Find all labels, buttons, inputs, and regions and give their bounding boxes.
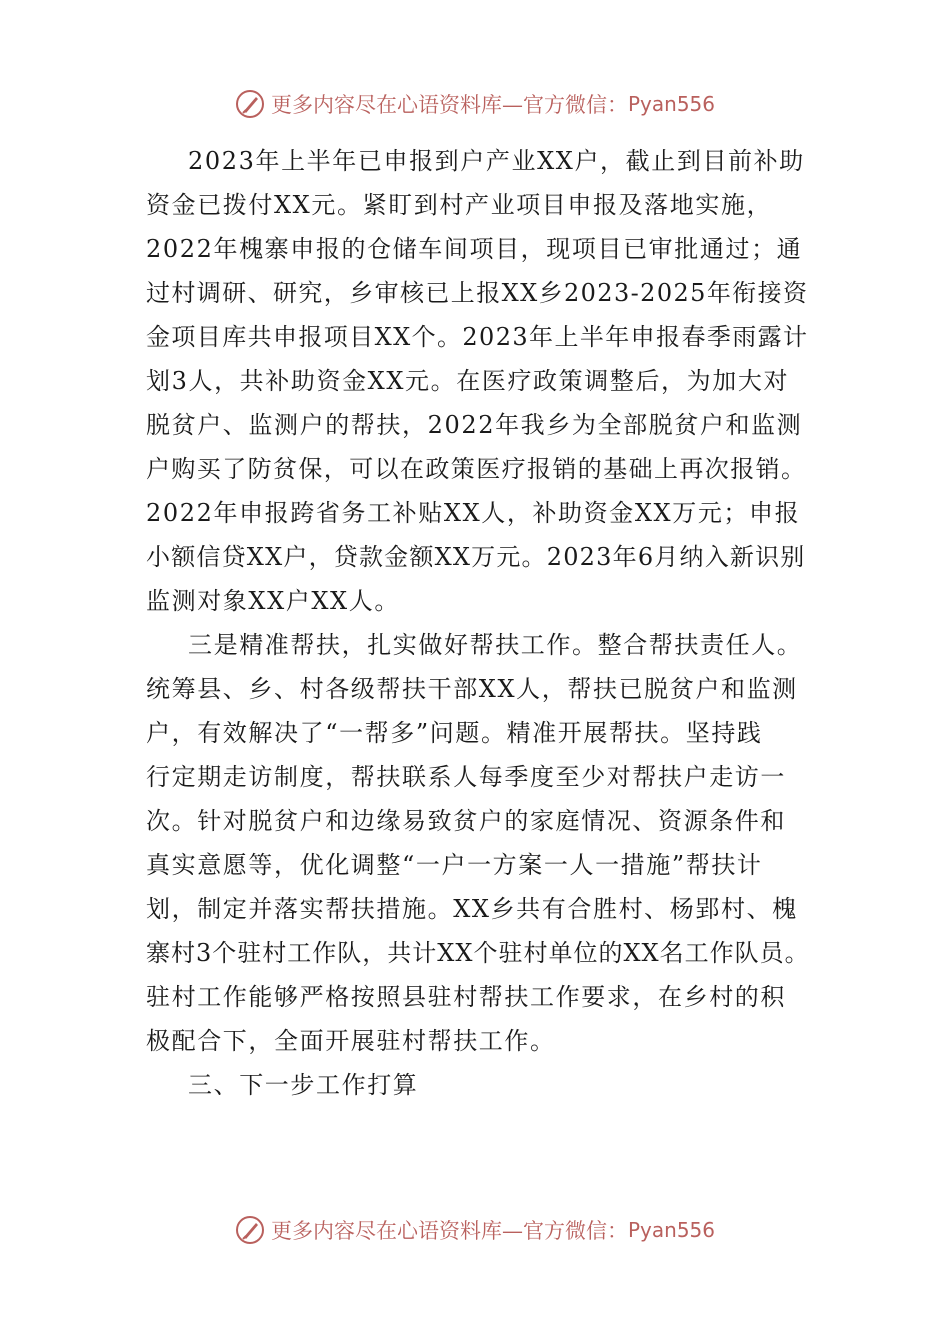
quill-pen-logo-icon <box>235 1215 265 1245</box>
text-line: 划，制定并落实帮扶措施。XX乡共有合胜村、杨郢村、槐 <box>146 895 798 923</box>
text-line: 2022年申报跨省务工补贴XX人，补助资金XX万元；申报 <box>146 499 801 527</box>
quill-pen-logo-icon <box>235 89 265 119</box>
banner-wechat-id: Pyan556 <box>627 92 715 116</box>
text-line: 行定期走访制度，帮扶联系人每季度至少对帮扶户走访一 <box>146 763 786 791</box>
text-line: 真实意愿等，优化调整“一户一方案一人一措施”帮扶计 <box>146 851 763 879</box>
text-line: 资金已拨付XX元。紧盯到村产业项目申报及落地实施， <box>146 191 773 219</box>
text-line: 小额信贷XX户，贷款金额XX万元。2023年6月纳入新识别 <box>146 543 806 571</box>
text-line: 极配合下，全面开展驻村帮扶工作。 <box>146 1027 556 1055</box>
text-line: 过村调研、研究，乡审核已上报XX乡2023-2025年衔接资 <box>146 279 809 307</box>
section-heading: 三、下一步工作打算 <box>188 1071 419 1099</box>
text-line: 三是精准帮扶，扎实做好帮扶工作。整合帮扶责任人。 <box>188 631 803 659</box>
banner-text: 更多内容尽在心语资料库—官方微信： <box>270 1219 628 1243</box>
footer-watermark-banner <box>0 1212 950 1248</box>
text-line: 脱贫户、监测户的帮扶，2022年我乡为全部脱贫户和监测 <box>146 411 803 439</box>
text-line: 驻村工作能够严格按照县驻村帮扶工作要求，在乡村的积 <box>146 983 786 1011</box>
header-watermark-banner <box>0 86 950 122</box>
text-line: 户购买了防贫保，可以在政策医疗报销的基础上再次报销。 <box>146 455 807 483</box>
banner-wechat-id: Pyan556 <box>627 1218 715 1242</box>
text-line: 金项目库共申报项目XX个。2023年上半年申报春季雨露计 <box>146 323 809 351</box>
text-line: 户，有效解决了“一帮多”问题。精准开展帮扶。坚持践 <box>146 719 763 747</box>
text-line: 2022年槐寨申报的仓储车间项目，现项目已审批通过；通 <box>146 235 803 263</box>
text-line: 寨村3个驻村工作队，共计XX个驻村单位的XX名工作队员。 <box>146 939 810 967</box>
text-line: 划3人，共补助资金XX元。在医疗政策调整后，为加大对 <box>146 367 790 395</box>
banner-text: 更多内容尽在心语资料库—官方微信： <box>270 93 628 117</box>
text-line: 2023年上半年已申报到户产业XX户，截止到目前补助 <box>188 147 805 175</box>
text-line: 统筹县、乡、村各级帮扶干部XX人，帮扶已脱贫户和监测 <box>146 675 798 703</box>
text-line: 次。针对脱贫户和边缘易致贫户的家庭情况、资源条件和 <box>146 807 786 835</box>
text-line: 监测对象XX户XX人。 <box>146 587 400 615</box>
